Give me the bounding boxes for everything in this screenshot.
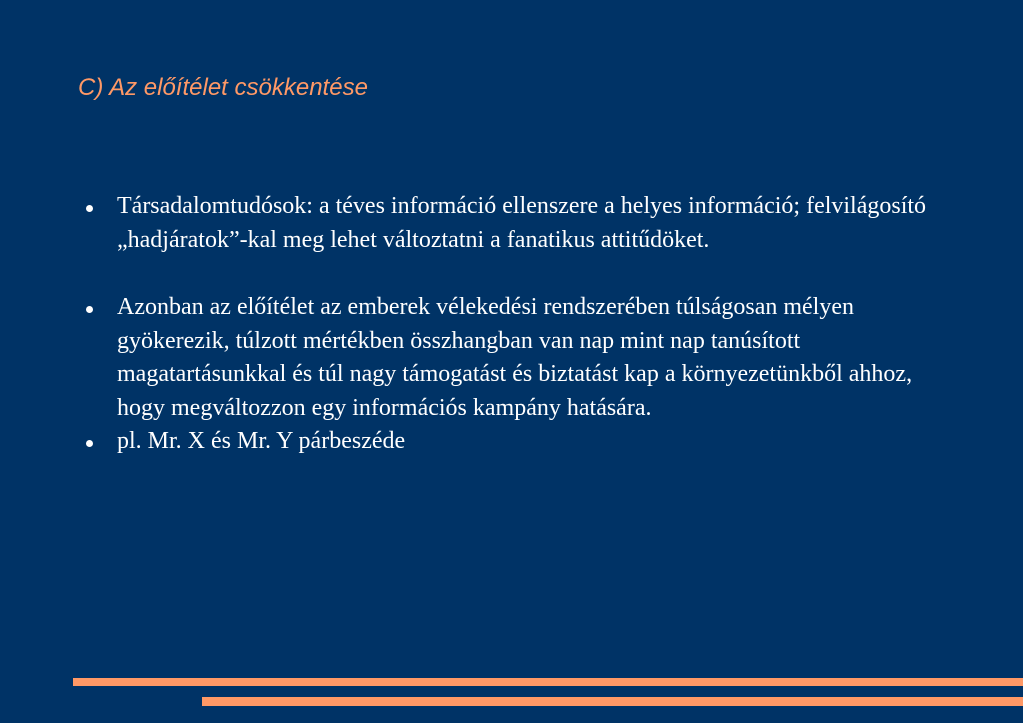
bullet-item-1 [0, 190, 947, 257]
slide-title: C) Az előítélet csökkentése [78, 74, 368, 101]
bullet-text-2: Azonban az előítélet az emberek vélekedési rendszerében túlságosan mélyen gyökerezik, túlzott mértékben összhangban van nap mint nap tanúsított magatartásunkkal és túl nagy támogatást és biztatást kap a környezetünkből ahhoz, hogy megváltozzon egy információs kampány hatására. [117, 294, 913, 421]
decorative-bar-bottom [202, 697, 1023, 706]
bullet-text-1: Társadalomtudósok: a téves információ ellenszere a helyes információ; felvilágosító „hadjáratok”-kal meg lehet változtatni a fanatikus attitűdöket. [117, 193, 927, 253]
bullet-item-3 [0, 425, 947, 459]
bullet-dot-icon [86, 205, 93, 212]
bullet-dot-icon [86, 306, 93, 313]
bullet-item-2 [0, 291, 947, 425]
decorative-bar-top [73, 678, 1023, 686]
bullet-dot-icon [86, 440, 93, 447]
bullet-text-3: pl. Mr. X és Mr. Y párbeszéde [117, 428, 406, 454]
bullet-list [0, 190, 1023, 459]
